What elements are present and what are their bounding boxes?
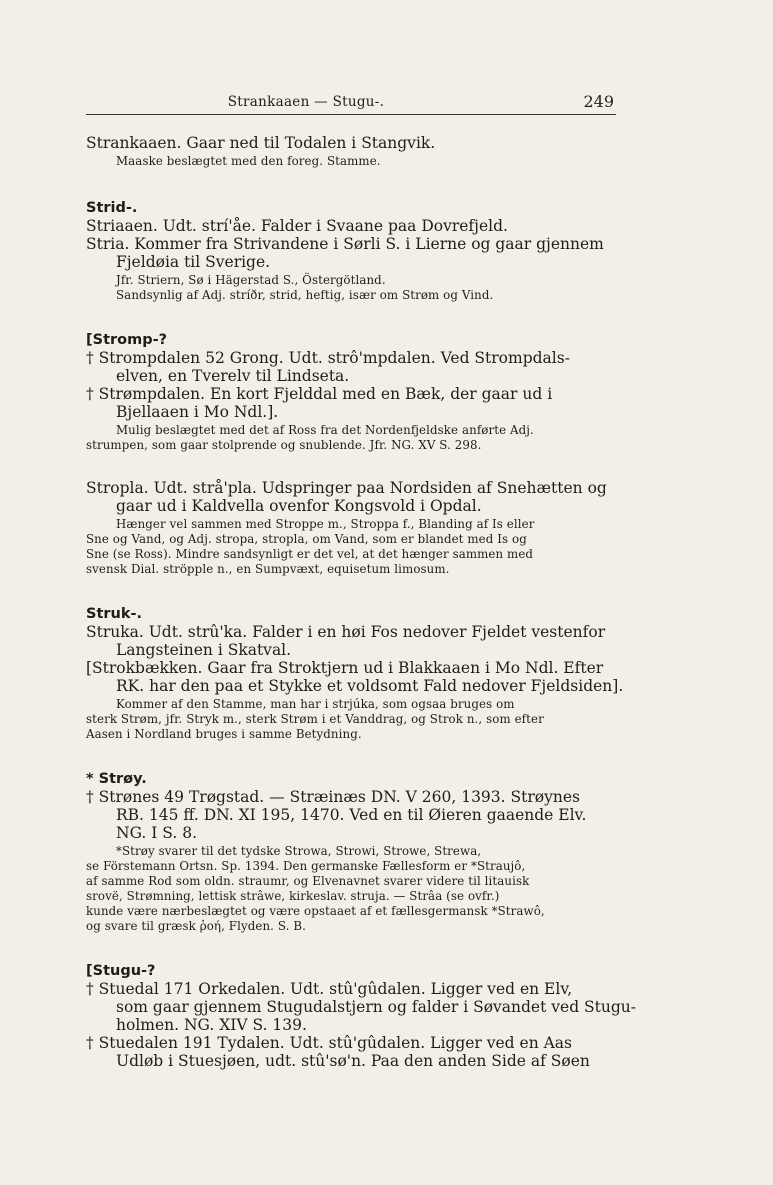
- entry-heading: * Strøy.: [86, 771, 147, 787]
- entry-heading: Struk-.: [86, 606, 143, 622]
- entry-line: † Stuedal 171 Orkedalen. Udt. stû'gûdalen. Ligger ved en Elv,: [86, 980, 573, 998]
- entry-line: som gaar gjennem Stugudalstjern og falder i Søvandet ved Stugu-: [116, 998, 637, 1016]
- entry-note: svensk Dial. ströpple n., en Sumpvæxt, equisetum limosum.: [86, 562, 450, 576]
- entry-line: Stropla. Udt. strå'pla. Udspringer paa Nordsiden af Snehætten og: [86, 479, 607, 497]
- entry-line: RB. 145 ff. DN. XI 195, 1470. Ved en til Øieren gaaende Elv.: [116, 806, 587, 824]
- entry-stropla: [86, 479, 616, 577]
- entry-note: af samme Rod som oldn. straumr, og Elvenavnet svarer videre til litauisk: [86, 874, 530, 888]
- entry-line: Strankaaen. Gaar ned til Todalen i Stangvik.: [86, 134, 436, 152]
- entry-note: strumpen, som gaar stolprende og snublende. Jfr. NG. XV S. 298.: [86, 438, 482, 452]
- entry-line: † Strønes 49 Trøgstad. — Stræinæs DN. V 260, 1393. Strøynes: [86, 788, 580, 806]
- page-content: [86, 134, 637, 1092]
- running-head: [86, 94, 616, 115]
- entry-line: gaar ud i Kaldvella ovenfor Kongsvold i Opdal.: [116, 497, 482, 515]
- entry-note: Mulig beslægtet med det af Ross fra det Nordenfjeldske anførte Adj.: [116, 423, 534, 437]
- entry-strid: [86, 199, 616, 303]
- entry-note: Sne og Vand, og Adj. stropa, stropla, om Vand, som er blandet med Is og: [86, 532, 527, 546]
- entry-note: *Strøy svarer til det tydske Strowa, Strowi, Strowe, Strewa,: [116, 844, 482, 858]
- entry-strankaaen: [86, 134, 616, 169]
- running-head-title: Strankaaen — Stugu-.: [227, 94, 385, 110]
- entry-line: Stria. Kommer fra Strivandene i Sørli S. i Lierne og gaar gjennem: [86, 235, 604, 253]
- entry-note: Maaske beslægtet med den foreg. Stamme.: [116, 154, 381, 168]
- entry-line: [Strokbækken. Gaar fra Stroktjern ud i Blakkaaen i Mo Ndl. Efter: [86, 659, 604, 677]
- entry-note: Hænger vel sammen med Stroppe m., Stroppa f., Blanding af Is eller: [116, 517, 535, 531]
- entry-line: † Strompdalen 52 Grong. Udt. strô'mpdalen. Ved Strompdals-: [86, 349, 570, 367]
- entry-line: † Stuedalen 191 Tydalen. Udt. stû'gûdalen. Ligger ved en Aas: [86, 1034, 573, 1052]
- entry-line: Fjeldøia til Sverige.: [116, 253, 271, 271]
- entry-note: Sne (se Ross). Mindre sandsynligt er det vel, at det hænger sammen med: [86, 547, 534, 561]
- entry-line: Udløb i Stuesjøen, udt. stû'sø'n. Paa den anden Side af Søen: [116, 1052, 590, 1070]
- entry-note: Jfr. Striern, Sø i Hägerstad S., Östergötland.: [116, 273, 386, 287]
- entry-note: kunde være nærbeslægtet og være opstaaet af et fællesgermansk *Strawô,: [86, 904, 545, 918]
- entry-note: srovë, Strømning, lettisk strâwe, kirkeslav. struja. — Strâa (se ovfr.): [86, 889, 500, 903]
- entry-line: Bjellaaen i Mo Ndl.].: [116, 403, 279, 421]
- entry-note: Sandsynlig af Adj. stríðr, strid, heftig, især om Strøm og Vind.: [116, 288, 494, 302]
- entry-line: Struka. Udt. strû'ka. Falder i en høi Fos nedover Fjeldet vestenfor: [86, 623, 606, 641]
- entry-line: RK. har den paa et Stykke et voldsomt Fald nedover Fjeldsiden].: [116, 677, 624, 695]
- entry-struk: [86, 605, 624, 742]
- entry-note: Aasen i Nordland bruges i samme Betydning.: [86, 727, 362, 741]
- entry-heading: Strid-.: [86, 200, 138, 216]
- entry-line: Striaaen. Udt. strí'åe. Falder i Svaane paa Dovrefjeld.: [86, 217, 508, 235]
- entry-line: NG. I S. 8.: [116, 824, 198, 842]
- entry-note: sterk Strøm, jfr. Stryk m., sterk Strøm i et Vanddrag, og Strok n., som efter: [86, 712, 544, 726]
- page-number: 249: [583, 92, 614, 111]
- entry-line: elven, en Tverelv til Lindseta.: [116, 367, 350, 385]
- entry-line: † Strømpdalen. En kort Fjelddal med en Bæk, der gaar ud i: [86, 385, 553, 403]
- entry-note: og svare til græsk ῥοή, Flyden. S. B.: [86, 919, 306, 933]
- entry-heading: [Stugu-?: [86, 963, 156, 979]
- entry-note: se Förstemann Ortsn. Sp. 1394. Den germanske Fællesform er *Straujô,: [86, 859, 526, 873]
- entry-line: Langsteinen i Skatval.: [116, 641, 292, 659]
- entry-stugu: [86, 962, 637, 1070]
- entry-line: holmen. NG. XIV S. 139.: [116, 1016, 307, 1034]
- entry-stromp: [86, 331, 616, 453]
- entry-note: Kommer af den Stamme, man har i strjúka, som ogsaa bruges om: [116, 697, 515, 711]
- entry-heading: [Stromp-?: [86, 332, 168, 348]
- entry-stroy: [86, 770, 616, 934]
